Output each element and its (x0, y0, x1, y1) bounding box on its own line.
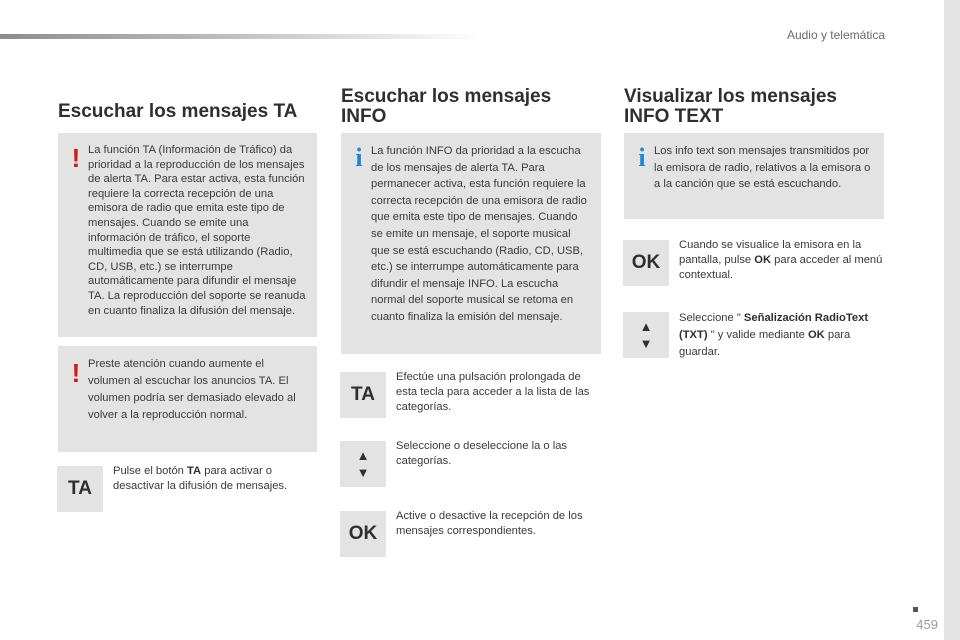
page-marker (913, 607, 918, 612)
info-text-3: Los info text son mensajes transmitidos por la emisora de radio, relativos a la emisora o a la canción que se está escuchando. (654, 145, 871, 191)
info-box-3 (624, 133, 884, 219)
warning-icon: ! (71, 358, 81, 388)
ta-button-icon: TA (340, 372, 386, 418)
col3-heading: Visualizar los mensajes INFO TEXT (624, 86, 837, 127)
warning-icon: ! (71, 143, 81, 173)
warning-text-2: Preste atención cuando aumente el volumen al escuchar los anuncios TA. El volumen podría ser demasiado elevado al volver a la reproducción normal. (88, 358, 296, 421)
arrow-up-icon: ▲ (356, 448, 370, 463)
ta-button-desc: Pulse el botón TA para activar o desactivar la difusión de mensajes. (113, 465, 288, 492)
ta-longpress-desc: Efectúe una pulsación prolongada de esta tecla para acceder a la lista de las categorías. (396, 371, 590, 413)
info-icon: i (638, 143, 646, 172)
info-text-2: La función INFO da prioridad a la escucha de los mensajes de alerta TA. Para permanecer activa, esta función requiere la correcta recepción de una emisora de radio que emita este tipo de mensajes. Cuando se emite un mensaje, el soporte musical que se está escuchando (Radio, CD, USB, etc.) se interrumpe automáticamente para difundir el mensaje INFO. La escucha normal del soporte musical se retoma en cuanto finaliza la emisión del mensaje. (371, 145, 587, 323)
col2-heading: Escuchar los mensajes INFO (341, 86, 552, 127)
page-number: 459 (916, 617, 938, 632)
page-edge (944, 0, 960, 640)
warning-text-1: La función TA (Información de Tráfico) da prioridad a la reproducción de los mensajes de alerta TA. Para estar activa, esta función requiere la correcta recepción de una emisora de radio que emita este tipo de mensajes. Cuando se emite una información de tráfico, el soporte multimedia que se está utilizando (Radio, CD, USB, etc.) se interrumpe automáticamente para difundir el mensaje TA. La reproducción del soporte se reanuda en cuanto finaliza la difusión del mensaje. (88, 144, 306, 317)
arrow-down-icon: ▼ (356, 465, 370, 480)
arrows-button-icon (340, 441, 386, 487)
arrow-up-icon: ▲ (639, 319, 653, 334)
ok-button-icon: OK (623, 240, 669, 286)
ok-desc: Active o desactive la recepción de los mensajes correspondientes. (396, 510, 583, 537)
warning-box-2 (58, 346, 317, 452)
warning-box-1 (58, 133, 317, 337)
arrows-button-icon (623, 312, 669, 358)
ok-button-icon: OK (340, 511, 386, 557)
ok-context-desc: Cuando se visualice la emisora en la pantalla, pulse OK para acceder al menú contextual. (679, 239, 883, 281)
arrow-down-icon: ▼ (639, 336, 653, 351)
header-bar (0, 34, 480, 39)
radiotext-desc: Seleccione " Señalización RadioText (TXT) " y valide mediante OK para guardar. (679, 312, 869, 358)
info-box-2 (341, 133, 601, 354)
col1-heading: Escuchar los mensajes TA (58, 101, 298, 122)
arrows-desc: Seleccione o deseleccione la o las categorías. (396, 440, 568, 467)
section-title: Audio y telemática (786, 28, 885, 42)
info-icon: i (355, 143, 363, 172)
ta-button-icon: TA (57, 466, 103, 512)
